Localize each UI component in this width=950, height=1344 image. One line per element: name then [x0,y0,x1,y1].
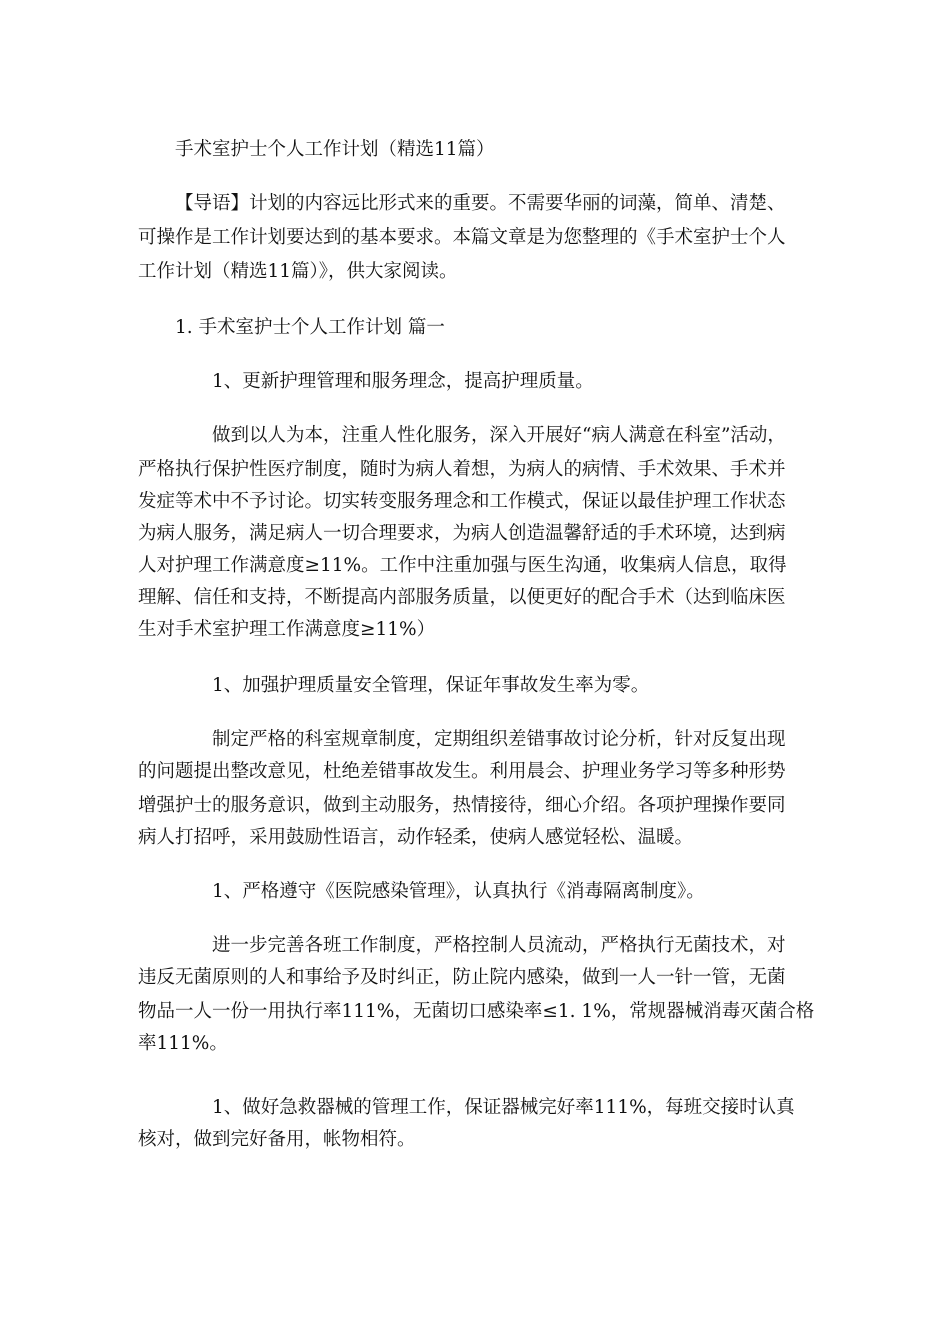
paragraph-line: 病人打招呼，采用鼓励性语言，动作轻柔，使病人感觉轻松、温暖。 [138,827,694,848]
section-heading: 1. 手术室护士个人工作计划 篇一 [175,317,445,338]
item-heading-continuation: 核对，做到完好备用，帐物相符。 [138,1129,416,1150]
paragraph-line: 增强护士的服务意识，做到主动服务，热情接待，细心介绍。各项护理操作要同 [138,795,786,816]
intro-line: 【导语】计划的内容远比形式来的重要。不需要华丽的词藻，简单、清楚、 [175,193,786,214]
paragraph-line: 物品一人一份一用执行率111%，无菌切口感染率≤1. 1%，常规器械消毒灭菌合格 [138,1001,815,1022]
paragraph-line: 人对护理工作满意度≥11%。工作中注重加强与医生沟通，收集病人信息，取得 [138,555,787,576]
paragraph-line: 的问题提出整改意见，杜绝差错事故发生。利用晨会、护理业务学习等多种形势 [138,761,786,782]
item-heading: 1、加强护理质量安全管理，保证年事故发生率为零。 [212,675,650,696]
paragraph-line: 生对手术室护理工作满意度≥11%） [138,619,436,640]
paragraph-line: 违反无菌原则的人和事给予及时纠正，防止院内感染，做到一人一针一管，无菌 [138,967,786,988]
intro-line: 工作计划（精选11篇）》，供大家阅读。 [138,261,458,282]
paragraph-line: 率111%。 [138,1033,228,1054]
item-heading: 1、更新护理管理和服务理念，提高护理质量。 [212,371,594,392]
paragraph-line: 制定严格的科室规章制度，定期组织差错事故讨论分析，针对反复出现 [212,729,786,750]
intro-line: 可操作是工作计划要达到的基本要求。本篇文章是为您整理的《手术室护士个人 [138,227,786,248]
item-heading: 1、做好急救器械的管理工作，保证器械完好率111%，每班交接时认真 [212,1097,795,1118]
document-title: 手术室护士个人工作计划（精选11篇） [175,139,495,160]
paragraph-line: 做到以人为本，注重人性化服务，深入开展好“病人满意在科室”活动， [212,425,786,446]
paragraph-line: 严格执行保护性医疗制度，随时为病人着想，为病人的病情、手术效果、手术并 [138,459,786,480]
paragraph-line: 发症等术中不予讨论。切实转变服务理念和工作模式，保证以最佳护理工作状态 [138,491,786,512]
paragraph-line: 进一步完善各班工作制度，严格控制人员流动，严格执行无菌技术，对 [212,935,786,956]
item-heading: 1、严格遵守《医院感染管理》，认真执行《消毒隔离制度》。 [212,881,705,902]
paragraph-line: 为病人服务，满足病人一切合理要求，为病人创造温馨舒适的手术环境，达到病 [138,523,786,544]
paragraph-line: 理解、信任和支持，不断提高内部服务质量，以便更好的配合手术（达到临床医 [138,587,786,608]
